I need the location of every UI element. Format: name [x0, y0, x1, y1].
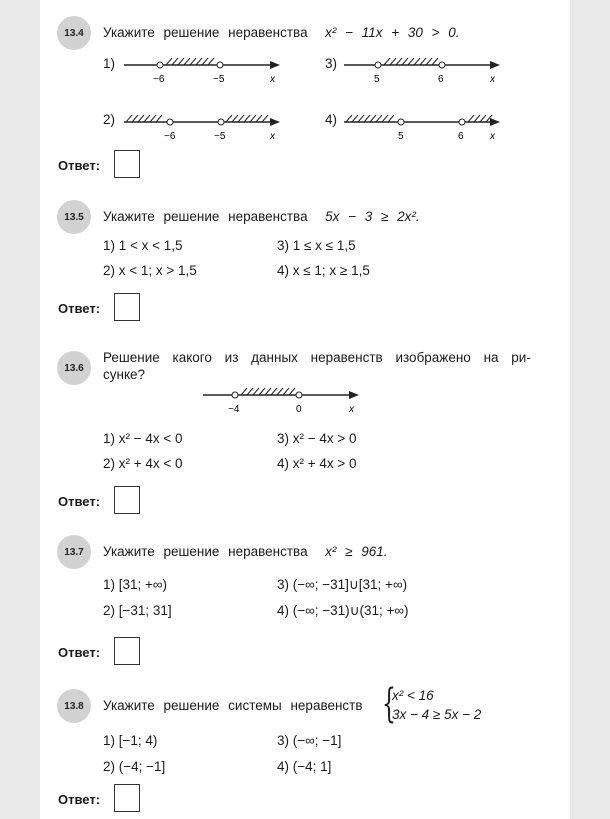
- task-number-badge: 13.7: [57, 535, 91, 569]
- option-label: 1): [103, 56, 116, 71]
- option-4[interactable]: 4) (−4; 1]: [277, 759, 332, 774]
- tick-label: 0: [296, 404, 302, 415]
- task-expression: x² − 11x + 30 > 0.: [325, 25, 460, 40]
- answer-box-13-4[interactable]: [114, 150, 140, 178]
- tick-label: −6: [153, 74, 165, 85]
- option-label: 3): [325, 56, 338, 71]
- answer-label: Ответ:: [58, 158, 101, 173]
- number-line-option-2[interactable]: [124, 110, 294, 142]
- task-expression: 5x − 3 ≥ 2x².: [325, 209, 420, 224]
- number-line-option-3[interactable]: [344, 55, 514, 85]
- system-line-2: 3x − 4 ≥ 5x − 2: [392, 707, 482, 722]
- option-3[interactable]: 3) (−∞; −1]: [277, 733, 342, 748]
- page-margin-right: [570, 0, 610, 819]
- option-1[interactable]: 1) [−1; 4): [103, 733, 158, 748]
- task-number-badge: 13.6: [57, 351, 91, 385]
- option-4[interactable]: 4) x ≤ 1; x ≥ 1,5: [277, 263, 370, 278]
- task-question: Укажите решение неравенства x² ≥ 961.: [103, 544, 388, 559]
- tick-label: 5: [374, 74, 380, 85]
- answer-label: Ответ:: [58, 494, 101, 509]
- tick-label: −6: [164, 131, 176, 142]
- task-question: Укажите решение системы неравенств: [103, 698, 363, 713]
- tick-label: −5: [214, 131, 226, 142]
- option-1[interactable]: 1) [31; +∞): [103, 577, 168, 592]
- page-margin-left: [0, 0, 40, 819]
- option-3[interactable]: 3) x² − 4x > 0: [277, 431, 357, 446]
- option-3[interactable]: 3) (−∞; −31]∪[31; +∞): [277, 577, 408, 592]
- option-label: 4): [325, 112, 338, 127]
- axis-variable-label: x: [349, 404, 354, 415]
- answer-box-13-8[interactable]: [114, 784, 140, 812]
- number-line-figure: [203, 383, 373, 415]
- option-4[interactable]: 4) x² + 4x > 0: [277, 456, 357, 471]
- tick-label: 6: [458, 131, 464, 142]
- answer-box-13-6[interactable]: [114, 486, 140, 514]
- system-line-1: x² < 16: [392, 688, 434, 703]
- task-number-badge: 13.5: [57, 200, 91, 234]
- option-4[interactable]: 4) (−∞; −31)∪(31; +∞): [277, 603, 409, 618]
- task-question-line2: сунке?: [103, 367, 146, 382]
- task-number-badge: 13.4: [57, 16, 91, 50]
- axis-variable-label: x: [270, 74, 275, 85]
- option-2[interactable]: 2) [−31; 31]: [103, 603, 172, 618]
- answer-box-13-7[interactable]: [114, 637, 140, 665]
- number-line-option-4[interactable]: [344, 110, 514, 142]
- option-1[interactable]: 1) x² − 4x < 0: [103, 431, 183, 446]
- axis-variable-label: x: [490, 74, 495, 85]
- task-expression: x² ≥ 961.: [325, 544, 388, 559]
- task-question: Укажите решение неравенства 5x − 3 ≥ 2x².: [103, 209, 420, 224]
- worksheet-page: [40, 0, 570, 819]
- tick-label: −4: [228, 404, 240, 415]
- option-3[interactable]: 3) 1 ≤ x ≤ 1,5: [277, 238, 356, 253]
- tick-label: −5: [213, 74, 225, 85]
- task-question-line1: Решение какого из данных неравенств изображено на ри-: [103, 350, 531, 365]
- option-label: 2): [103, 112, 116, 127]
- answer-label: Ответ:: [58, 301, 101, 316]
- option-2[interactable]: 2) (−4; −1]: [103, 759, 166, 774]
- answer-label: Ответ:: [58, 645, 101, 660]
- system-brace: {: [382, 681, 396, 727]
- option-2[interactable]: 2) x² + 4x < 0: [103, 456, 183, 471]
- option-2[interactable]: 2) x < 1; x > 1,5: [103, 263, 197, 278]
- answer-box-13-5[interactable]: [114, 293, 140, 321]
- axis-variable-label: x: [270, 131, 275, 142]
- tick-label: 5: [398, 131, 404, 142]
- option-1[interactable]: 1) 1 < x < 1,5: [103, 238, 183, 253]
- answer-label: Ответ:: [58, 792, 101, 807]
- task-number-badge: 13.8: [57, 689, 91, 723]
- task-question: Укажите решение неравенства x² − 11x + 30 > 0.: [103, 25, 460, 40]
- number-line-option-1[interactable]: [124, 55, 294, 85]
- tick-label: 6: [438, 74, 444, 85]
- axis-variable-label: x: [490, 131, 495, 142]
